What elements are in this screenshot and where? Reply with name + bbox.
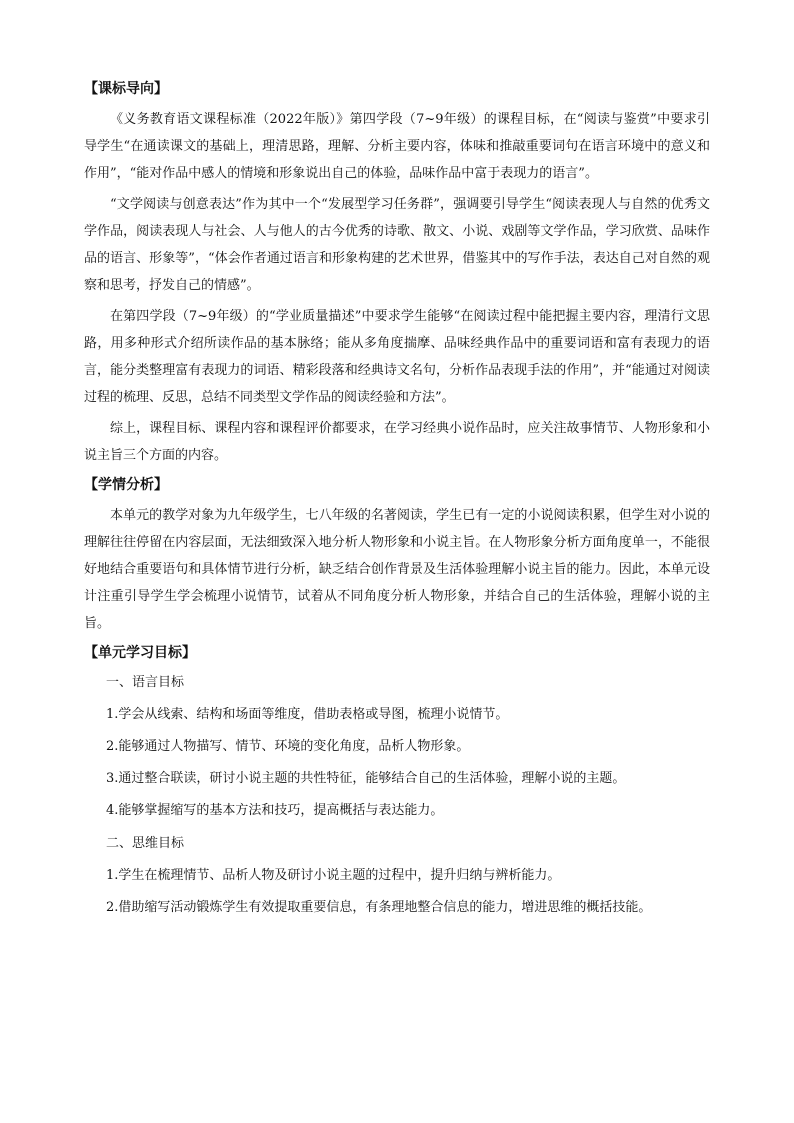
thinking-goal-item-2: 2.借助缩写活动锻炼学生有效提取重要信息，有条理地整合信息的能力，增进思维的概括技能。 [106,900,652,915]
subheading-language-goals: 一、语言目标 [106,675,185,690]
document-page [84,78,710,918]
paragraph-standards-2: “文学阅读与创意表达”作为其中一个“发展型学习任务群”，强调要引导学生“阅读表现人与自然的优秀文学作品，阅读表现人与社会、人与他人的古今优秀的诗歌、散文、小说、戏剧等文学作品，学习欣赏、品味作品的语言、形象等”，“体会作者通过语言和形象构建的艺术世界，借鉴其中的写作手法，表达自己对自然的观察和思考，抒发自己的情感”。 [84,197,710,293]
language-goal-item-2: 2.能够通过人物描写、情节、环境的变化角度，品析人物形象。 [106,739,470,754]
subheading-thinking-goals: 二、思维目标 [106,836,185,851]
section-heading-standards: 【课标导向】 [84,81,168,97]
paragraph-standards-4: 综上，课程目标、课程内容和课程评价都要求，在学习经典小说作品时，应关注故事情节、人物形象和小说主旨三个方面的内容。 [84,421,710,463]
thinking-goal-item-1: 1.学生在梳理情节、品析人物及研讨小说主题的过程中，提升归纳与辨析能力。 [106,868,561,883]
paragraph-analysis-1: 本单元的教学对象为九年级学生，七八年级的名著阅读，学生已有一定的小说阅读积累，但学生对小说的理解往往停留在内容层面，无法细致深入地分析人物形象和小说主旨。在人物形象分析方面角度单一，不能很好地结合重要语句和具体情节进行分析，缺乏结合创作背景及生活体验理解小说主旨的能力。因此，本单元设计注重引导学生学会梳理小说情节，试着从不同角度分析人物形象，并结合自己的生活体验，理解小说的主旨。 [84,508,710,631]
language-goal-item-3: 3.通过整合联读，研讨小说主题的共性特征，能够结合自己的生活体验，理解小说的主题。 [106,771,626,786]
paragraph-standards-1: 《义务教育语文课程标准（2022年版）》第四学段（7~9年级）的课程目标，在“阅读与鉴赏”中要求引导学生“在通读课文的基础上，理清思路，理解、分析主要内容，体味和推敲重要词句在语言环境中的意义和作用”，“能对作品中感人的情境和形象说出自己的体验，品味作品中富于表现力的语言”。 [84,112,710,181]
section-heading-analysis: 【学情分析】 [84,477,168,493]
section-heading-objectives: 【单元学习目标】 [84,645,196,661]
paragraph-standards-3: 在第四学段（7~9年级）的“学业质量描述”中要求学生能够“在阅读过程中能把握主要内容，理清行文思路，用多种形式介绍所读作品的基本脉络；能从多角度揣摩、品味经典作品中的重要词语和富有表现力的语言，能分类整理富有表现力的词语、精彩段落和经典诗文名句，分析作品表现手法的作用”，并“能通过对阅读过程的梳理、反思，总结不同类型文学作品的阅读经验和方法”。 [84,309,710,405]
language-goal-item-1: 1.学会从线索、结构和场面等维度，借助表格或导图，梳理小说情节。 [106,707,509,722]
language-goal-item-4: 4.能够掌握缩写的基本方法和技巧，提高概括与表达能力。 [106,803,444,818]
